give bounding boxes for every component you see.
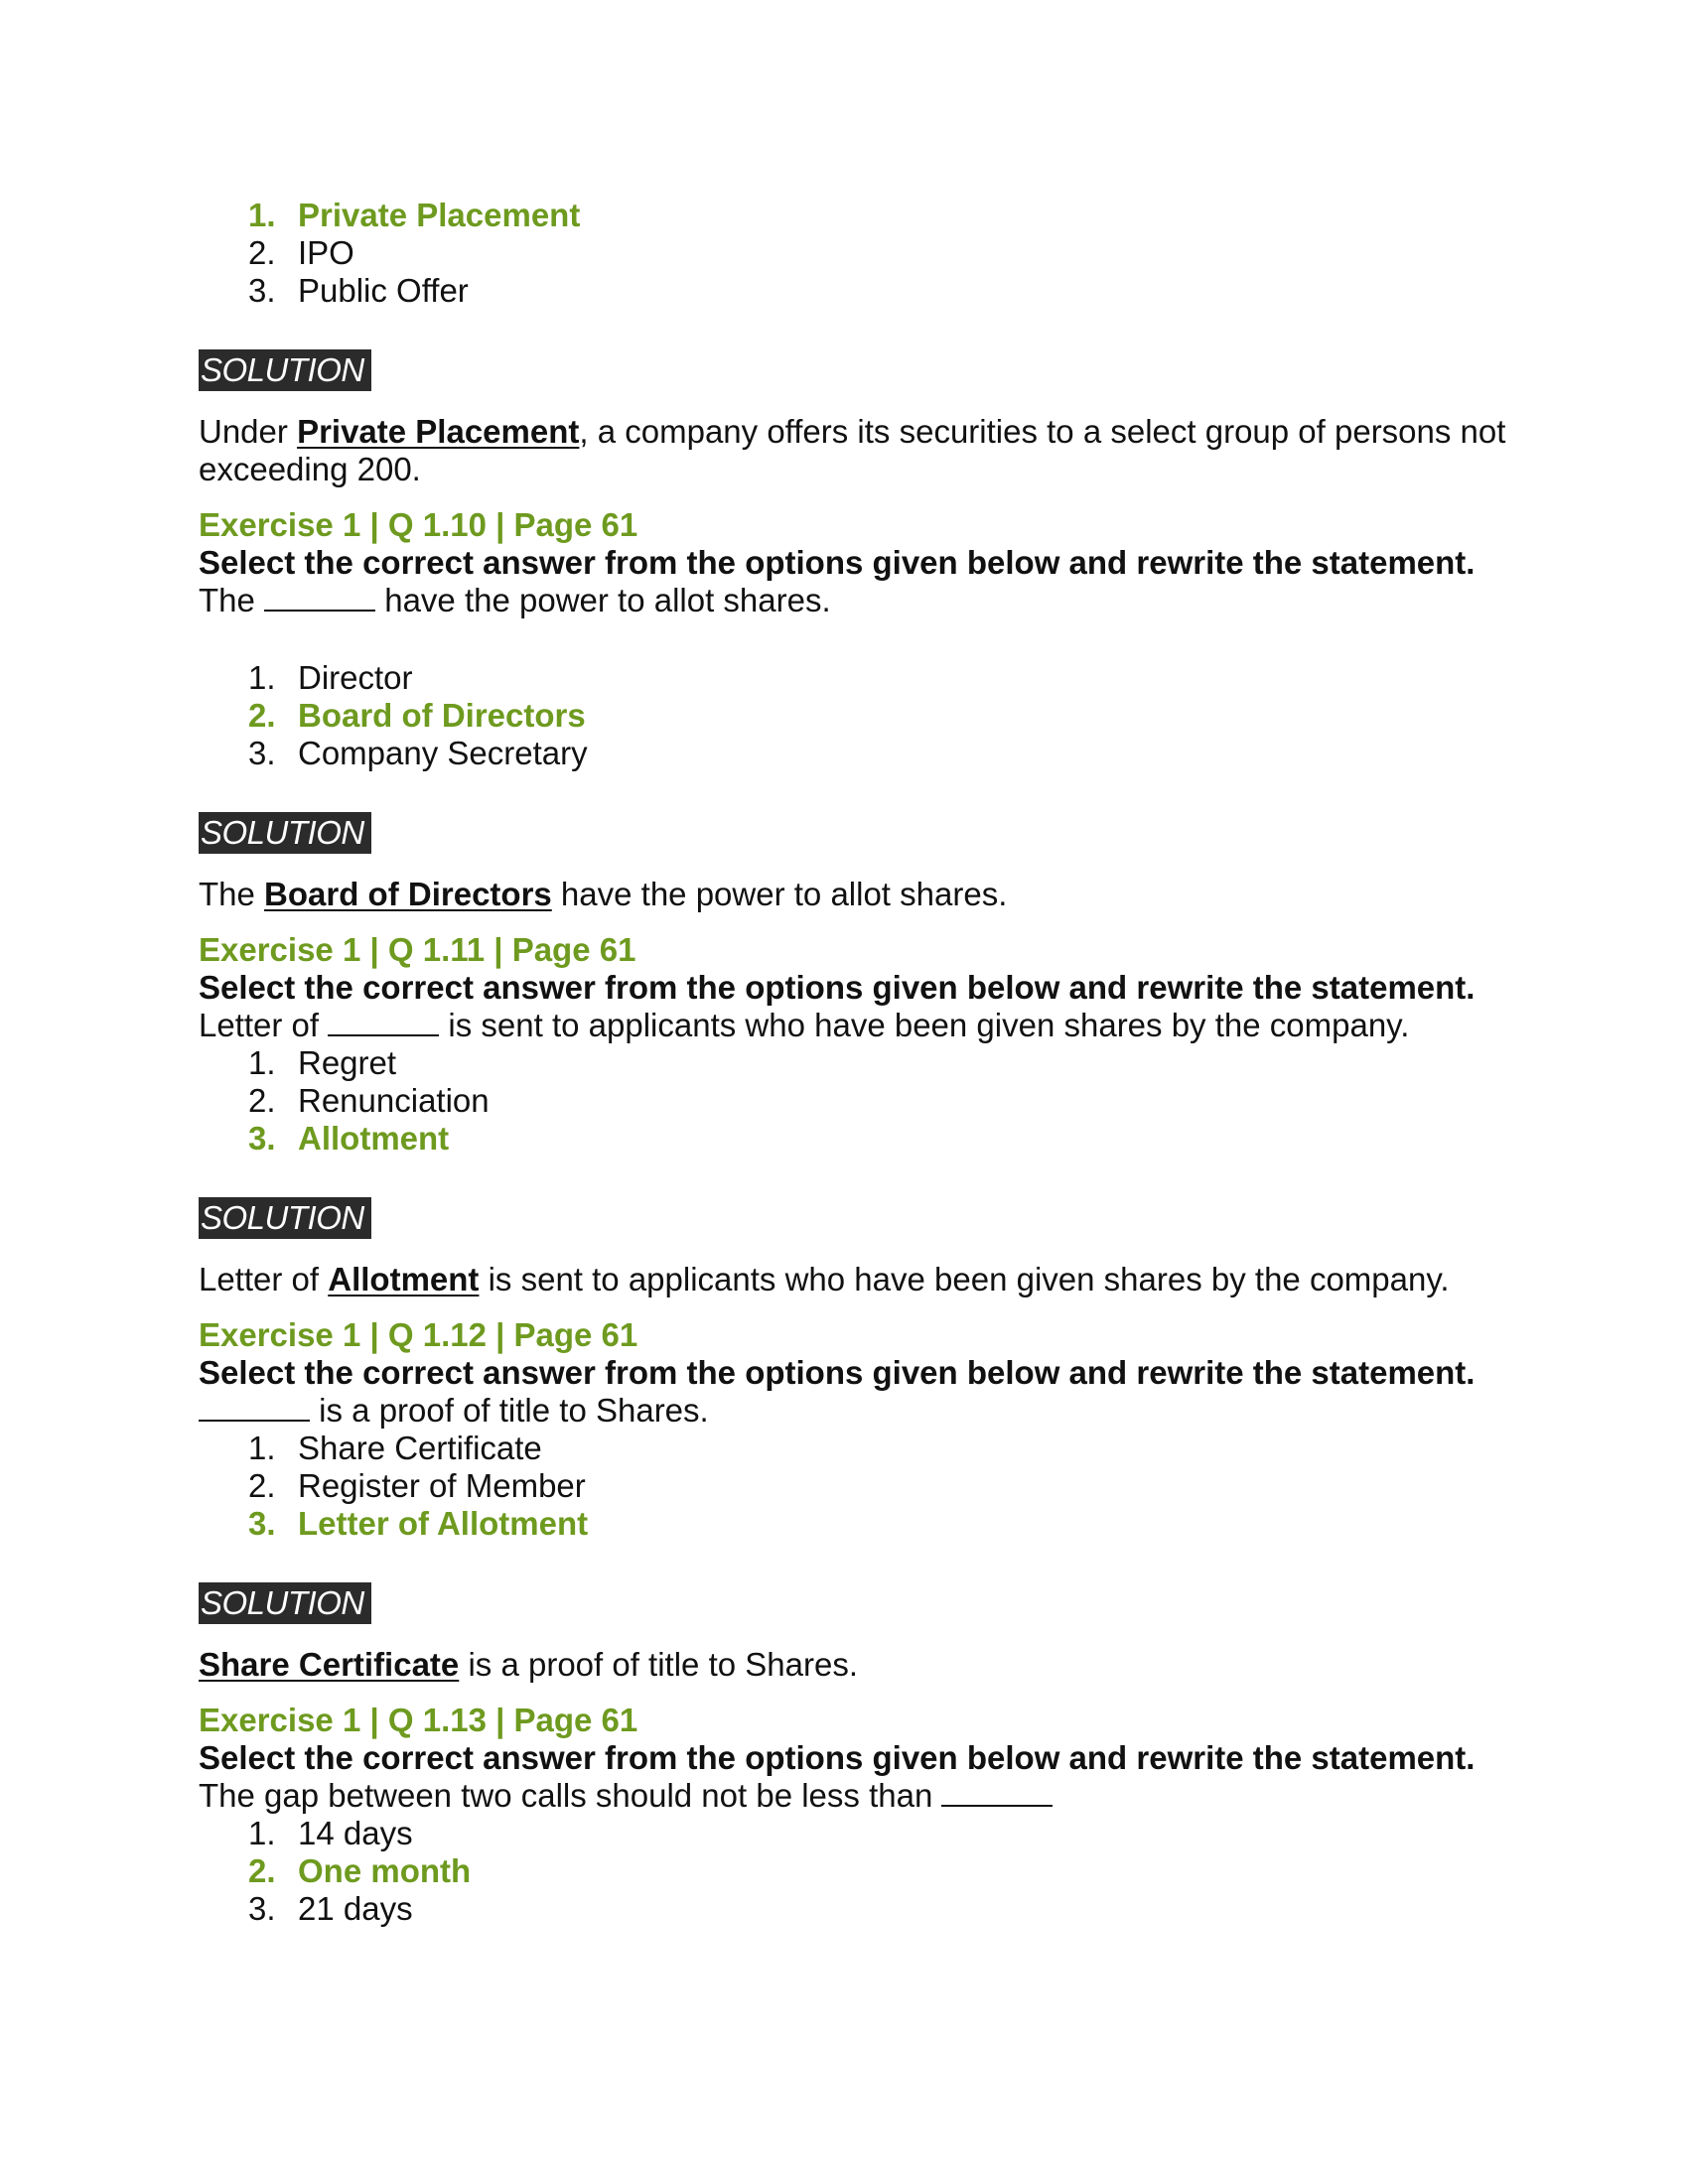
- exercise-heading: Exercise 1 | Q 1.12 | Page 61: [199, 1316, 638, 1353]
- option-text: Allotment: [298, 1120, 450, 1157]
- exercise-1-10: [199, 506, 1509, 619]
- question-text: [199, 582, 1509, 619]
- solution-text-block: [199, 1261, 1509, 1298]
- option-number: 3.: [248, 735, 276, 771]
- exercise-heading: Exercise 1 | Q 1.10 | Page 61: [199, 506, 638, 543]
- option-text: Public Offer: [298, 272, 469, 309]
- option-number: 3.: [248, 1120, 276, 1157]
- answer-blank: [199, 1392, 310, 1422]
- option-number: 3.: [248, 1505, 276, 1542]
- solution-answer: Board of Directors: [264, 876, 552, 912]
- solution-tag: SOLUTION: [199, 1197, 371, 1239]
- answer-blank: [328, 1007, 439, 1036]
- exercise-1-11: [199, 931, 1509, 1158]
- list-item: [199, 1430, 1509, 1467]
- solution-section: [199, 1197, 1509, 1239]
- option-number: 2.: [248, 234, 276, 271]
- solution-section: [199, 1582, 1509, 1624]
- option-text: Regret: [298, 1044, 397, 1081]
- list-item: [199, 1815, 1509, 1852]
- option-text: Share Certificate: [298, 1430, 542, 1466]
- solution-tag: SOLUTION: [199, 812, 371, 854]
- solution-text-block: [199, 1646, 1509, 1684]
- option-text: Company Secretary: [298, 735, 588, 771]
- solution-text-after: is a proof of title to Shares.: [459, 1646, 858, 1683]
- solution-text-before: Letter of: [199, 1261, 329, 1297]
- top-options: [199, 197, 1509, 310]
- exercise-heading: Exercise 1 | Q 1.13 | Page 61: [199, 1702, 638, 1738]
- solution-tag: SOLUTION: [199, 1582, 371, 1624]
- option-number: 1.: [248, 659, 276, 696]
- option-number: 1.: [248, 197, 276, 233]
- solution-text-after: is sent to applicants who have been given shares by the company.: [479, 1261, 1450, 1297]
- question-text-before: The gap between two calls should not be less than: [199, 1777, 942, 1814]
- list-item: [199, 735, 1509, 772]
- option-text: Renunciation: [298, 1082, 490, 1119]
- exercise-1-13: [199, 1702, 1509, 1928]
- list-item: [199, 234, 1509, 272]
- solution-text-block: [199, 413, 1509, 488]
- question-text-after: is sent to applicants who have been given shares by the company.: [439, 1007, 1410, 1043]
- exercise-1-10-options: [199, 659, 1509, 772]
- question-text: [199, 1392, 1509, 1430]
- question-text-after: have the power to allot shares.: [375, 582, 831, 618]
- solution-text-block: [199, 876, 1509, 913]
- option-number: 1.: [248, 1815, 276, 1851]
- list-item: [199, 1505, 1509, 1543]
- option-text: IPO: [298, 234, 354, 271]
- list-item: [199, 659, 1509, 697]
- solution-section: [199, 812, 1509, 854]
- option-text: Director: [298, 659, 413, 696]
- solution-text-after: , a company offers its securities to a select group of persons not exceeding 200.: [199, 413, 1506, 487]
- solution-section: [199, 349, 1509, 391]
- solution-answer: Private Placement: [297, 413, 580, 450]
- list-item: [199, 697, 1509, 735]
- solution-answer: Share Certificate: [199, 1646, 460, 1683]
- option-number: 2.: [248, 1852, 276, 1889]
- solution-text: [199, 1646, 1509, 1684]
- solution-text: [199, 876, 1509, 913]
- exercise-instruction: Select the correct answer from the options given below and rewrite the statement.: [199, 1354, 1476, 1391]
- question-text: [199, 1777, 1509, 1815]
- question-text-after: is a proof of title to Shares.: [310, 1392, 709, 1429]
- answer-blank: [264, 582, 375, 612]
- question-text: [199, 1007, 1509, 1044]
- solution-text: [199, 413, 1509, 488]
- option-number: 3.: [248, 272, 276, 309]
- option-text: Letter of Allotment: [298, 1505, 589, 1542]
- exercise-heading: Exercise 1 | Q 1.11 | Page 61: [199, 931, 636, 968]
- exercise-instruction: Select the correct answer from the options given below and rewrite the statement.: [199, 1739, 1476, 1776]
- option-number: 2.: [248, 697, 276, 734]
- solution-text-before: Under: [199, 413, 298, 450]
- option-text: One month: [298, 1852, 472, 1889]
- option-text: 21 days: [298, 1890, 413, 1927]
- solution-text-before: The: [199, 876, 265, 912]
- question-text-before: Letter of: [199, 1007, 329, 1043]
- option-number: 1.: [248, 1430, 276, 1466]
- exercise-instruction: Select the correct answer from the options given below and rewrite the statement.: [199, 969, 1476, 1006]
- question-text-before: The: [199, 582, 265, 618]
- solution-answer: Allotment: [328, 1261, 480, 1297]
- exercise-1-12: [199, 1316, 1509, 1543]
- option-text: Private Placement: [298, 197, 581, 233]
- list-item: [199, 197, 1509, 234]
- list-item: [199, 1082, 1509, 1120]
- option-number: 2.: [248, 1467, 276, 1504]
- list-item: [199, 272, 1509, 310]
- option-number: 3.: [248, 1890, 276, 1927]
- option-text: 14 days: [298, 1815, 413, 1851]
- option-number: 1.: [248, 1044, 276, 1081]
- list-item: [199, 1120, 1509, 1158]
- list-item: [199, 1044, 1509, 1082]
- solution-tag: SOLUTION: [199, 349, 371, 391]
- list-item: [199, 1467, 1509, 1505]
- solution-text-after: have the power to allot shares.: [551, 876, 1008, 912]
- exercise-instruction: Select the correct answer from the options given below and rewrite the statement.: [199, 544, 1476, 581]
- list-item: [199, 1852, 1509, 1890]
- option-number: 2.: [248, 1082, 276, 1119]
- solution-text: [199, 1261, 1509, 1298]
- option-text: Register of Member: [298, 1467, 586, 1504]
- answer-blank: [941, 1777, 1053, 1807]
- option-text: Board of Directors: [298, 697, 586, 734]
- list-item: [199, 1890, 1509, 1928]
